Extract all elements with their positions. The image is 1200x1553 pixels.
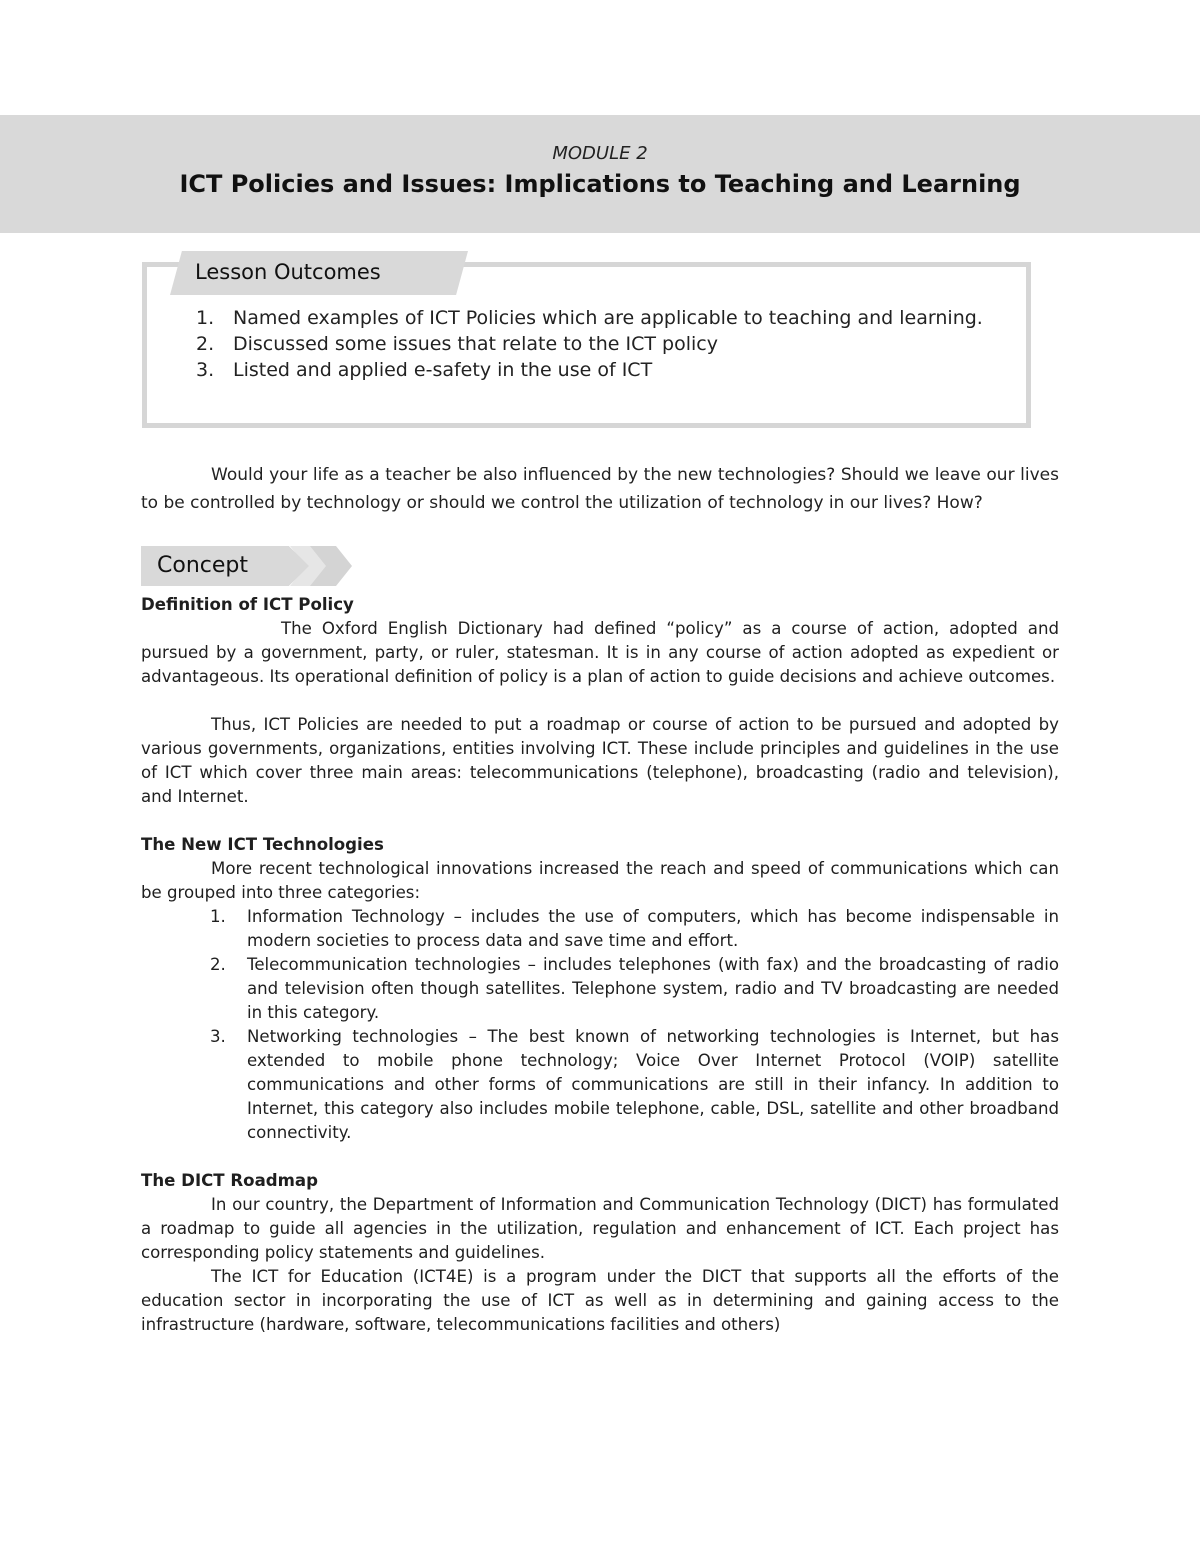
list-item-text: Networking technologies – The best known of networking technologies is Internet, but has extended to mobile phone technology; Voice Over Internet Protocol (VOIP) satellite communications and other forms of communications are still in their infancy. In addition to Internet, this category also includes mobile telephone, cable, DSL, satellite and other broadband connectivity. [247, 1027, 1059, 1142]
list-item [193, 331, 993, 357]
section-heading-definition: Definition of ICT Policy [141, 595, 354, 614]
paragraph: The ICT for Education (ICT4E) is a program under the DICT that supports all the efforts of the education sector in incorporating the use of ICT as well as in determining and gaining access to the infrastructure (hardware, software, telecommunications facilities and others) [141, 1267, 1059, 1334]
list-item-number: 3. [210, 1027, 226, 1046]
technology-categories-list [141, 905, 1059, 1145]
concept-content [141, 593, 1059, 1337]
list-item-number: 2. [210, 955, 226, 974]
paragraph: The Oxford English Dictionary had defined “policy” as a course of action, adopted and pursued by a government, party, or ruler, statesman. It is in any course of action adopted as expedient or advantageous. Its operational definition of policy is a plan of action to guide decisions and achieve outcomes. [141, 619, 1059, 686]
list-item [193, 305, 993, 331]
list-item-text: Listed and applied e-safety in the use of ICT [233, 359, 653, 381]
paragraph: Thus, ICT Policies are needed to put a roadmap or course of action to be pursued and adopted by various governments, organizations, entities involving ICT. These include principles and guidelines in the use of ICT which cover three main areas: telecommunications (telephone), broadcasting (radio and television), and Internet. [141, 715, 1059, 806]
list-item-number: 1. [196, 307, 215, 329]
spacer [141, 1145, 1059, 1169]
spacer [141, 809, 1059, 833]
lesson-outcomes-heading: Lesson Outcomes [195, 260, 381, 284]
module-label: MODULE 2 [552, 143, 648, 164]
paragraph: More recent technological innovations increased the reach and speed of communications which can be grouped into three categories: [141, 859, 1059, 902]
lesson-outcomes-list [193, 305, 993, 383]
intro-paragraph: Would your life as a teacher be also influenced by the new technologies? Should we leave our lives to be controlled by technology or should we control the utilization of technology in our lives? How? [141, 465, 1059, 513]
list-item [210, 1025, 1059, 1145]
list-item-text: Information Technology – includes the use of computers, which has become indispensable in modern societies to process data and save time and effort. [247, 907, 1059, 950]
list-item-text: Telecommunication technologies – includes telephones (with fax) and the broadcasting of radio and television often though satellites. Telephone system, radio and TV broadcasting are needed in this category. [247, 955, 1059, 1022]
concept-heading: Concept [157, 553, 248, 578]
list-item-text: Discussed some issues that relate to the ICT policy [233, 333, 718, 355]
section-heading-roadmap: The DICT Roadmap [141, 1171, 319, 1190]
spacer [141, 689, 1059, 713]
intro-question [141, 462, 1059, 517]
list-item [193, 357, 993, 383]
list-item [210, 953, 1059, 1025]
section-heading-new-tech: The New ICT Technologies [141, 835, 384, 854]
list-item-text: Named examples of ICT Policies which are applicable to teaching and learning. [233, 307, 983, 329]
list-item [210, 905, 1059, 953]
module-title: ICT Policies and Issues: Implications to Teaching and Learning [179, 170, 1021, 198]
paragraph: In our country, the Department of Information and Communication Technology (DICT) has formulated a roadmap to guide all agencies in the utilization, regulation and enhancement of ICT. Each project has corresponding policy statements and guidelines. [141, 1195, 1059, 1262]
list-item-number: 3. [196, 359, 215, 381]
list-item-number: 1. [210, 907, 226, 926]
list-item-number: 2. [196, 333, 215, 355]
